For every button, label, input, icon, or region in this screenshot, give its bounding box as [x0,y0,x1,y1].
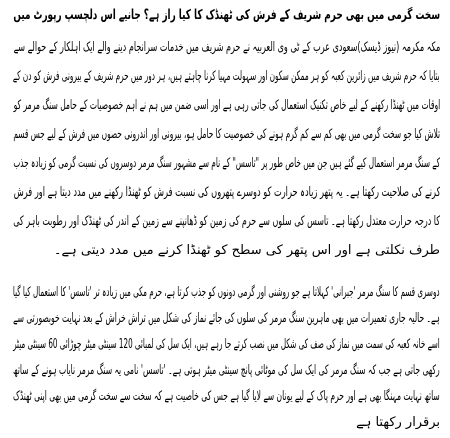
paragraph-1-line-1 [12,33,440,62]
paragraph-2-line-3-text: اسے خانہ کعبہ کی سمت میں نماز کی صف کی شکل میں نصب کرتے جا رہے ہیں، ایک سل کی لمبائی 120 سینٹی میٹر چوڑائی 60 سینٹی میٹر [13,337,440,352]
paragraph-1-line-2 [12,62,440,91]
paragraph-1-line-5 [12,149,440,178]
paragraph-2-line-5-text: ساتھ نہایت مہنگا بھی ہے اور حرم پاک کے لیے یونان سے لایا گیا ہے جس کی خاصیت ہے کہ سخت سے سخت گرمی میں بھی اپنی ٹھنڈک [13,389,440,404]
paragraph-1-line-5-text: کے سنگ مرمر استعمال کیے گئے ہیں جن میں خاص طور پر "تاسس" کے نام سے مشہور سنگ مرمر دوسروں کی نسبت گرمی کو زیادہ جذب [13,156,440,171]
paragraph-2-line-6 [12,410,440,436]
paragraph-2-line-6-text: برقرار رکھتا ہے [356,415,440,430]
paragraph-1-line-6 [12,178,440,207]
paragraph-2-line-2 [12,306,440,332]
paragraph-1-line-7-text: کا درجہ حرارت معتدل رکھتا ہے۔ تاسس کی سلوں سے حرم کی زمین کو ڈھانپنے سے زمین کے اندر کی ٹھنڈک اور رطوبت باہر کی [13,214,440,229]
paragraph-1-line-2-text: بتایا کہ حرم شریف میں زائرین کعبہ کو ہر ممکن سکون اور سہولت مہیا کرنا چاہتے ہیں، ہر دور میں حرم شریف کے بیرونی فرش کو دن کے [13,69,440,84]
paragraph-2-line-2-text: ہے۔ حالیہ جاری تعمیرات میں بھی ماہرین سنگ مرمر کی سلوں کی جائے نماز کی شکل میں تراش خراش کے بعد نہایت خوبصورتی سے [13,311,440,326]
article-paragraph-2 [12,280,440,436]
paragraph-1-line-1-text: مکہ مکرمہ (نیوز ڈیسک)سعودی عرب کے ٹی وی العربیہ نے حرم شریف میں خدمات سرانجام دینے والے ایک اہلکار کے حوالے سے [13,40,440,55]
article-title [12,2,440,28]
paragraph-2-line-3 [12,332,440,358]
paragraph-2-line-4 [12,358,440,384]
article-title-line [12,2,440,28]
paragraph-1-line-6-text: کرنے کی صلاحیت رکھتا ہے۔ یہ پتھر زیادہ حرارت کو دوسرے پتھروں کی نسبت فرش کو ٹھنڈا رکھنے میں مدد دیتا ہے اور فرش [13,185,440,200]
article-paragraph-1 [12,33,440,265]
paragraph-2-line-5 [12,384,440,410]
paragraph-2-line-1 [12,280,440,306]
paragraph-1-line-4-text: تلاش کیا جو سخت گرمی میں بھی کم سے کم گرم ہونے کی خصوصیت کا حامل ہو، بیرونی اور اندرونی حصوں میں فرش کے لیے جس قسم [13,127,440,142]
paragraph-1-line-8 [12,236,440,265]
paragraph-1-line-8-text: طرف نکلتی ہے اور اس پتھر کی سطح کو ٹھنڈا کرنے میں مدد دیتی ہے۔ [53,243,440,258]
paragraph-1-line-4 [12,120,440,149]
paragraph-2-line-4-text: رکھی جاتی ہے جب کہ سنگ مرمر کی ایک سل کی موٹائی پانچ سینٹی میٹر ہوتی ہے۔ 'تاسس' نامی یہ سنگ مرمر نایاب ہونے کے ساتھ [13,363,440,378]
paragraph-1-line-3 [12,91,440,120]
paragraph-1-line-7 [12,207,440,236]
paragraph-1-line-3-text: اوقات میں ٹھنڈا رکھنے کے لیے خاص تکنیک استعمال کی جاتی رہی ہے اور اسی ضمن میں ہم نے اہم خصوصیات کے حامل سنگ مرمر کو [13,98,440,113]
article-title-text: سخت گرمی میں بھی حرم شریف کے فرش کی ٹھنڈک کا کیا راز ہے؟ جانیے اس دلچسپ رپورٹ میں [13,7,440,23]
paragraph-2-line-1-text: دوسری قسم کا سنگ مرمر 'جبرانی' کہلاتا ہے جو روشنی اور گرمی دونوں کو جذب کرتا ہے، حرم مکی میں زیادہ تر 'تاسس' کا استعمال کیا گیا [13,285,440,300]
